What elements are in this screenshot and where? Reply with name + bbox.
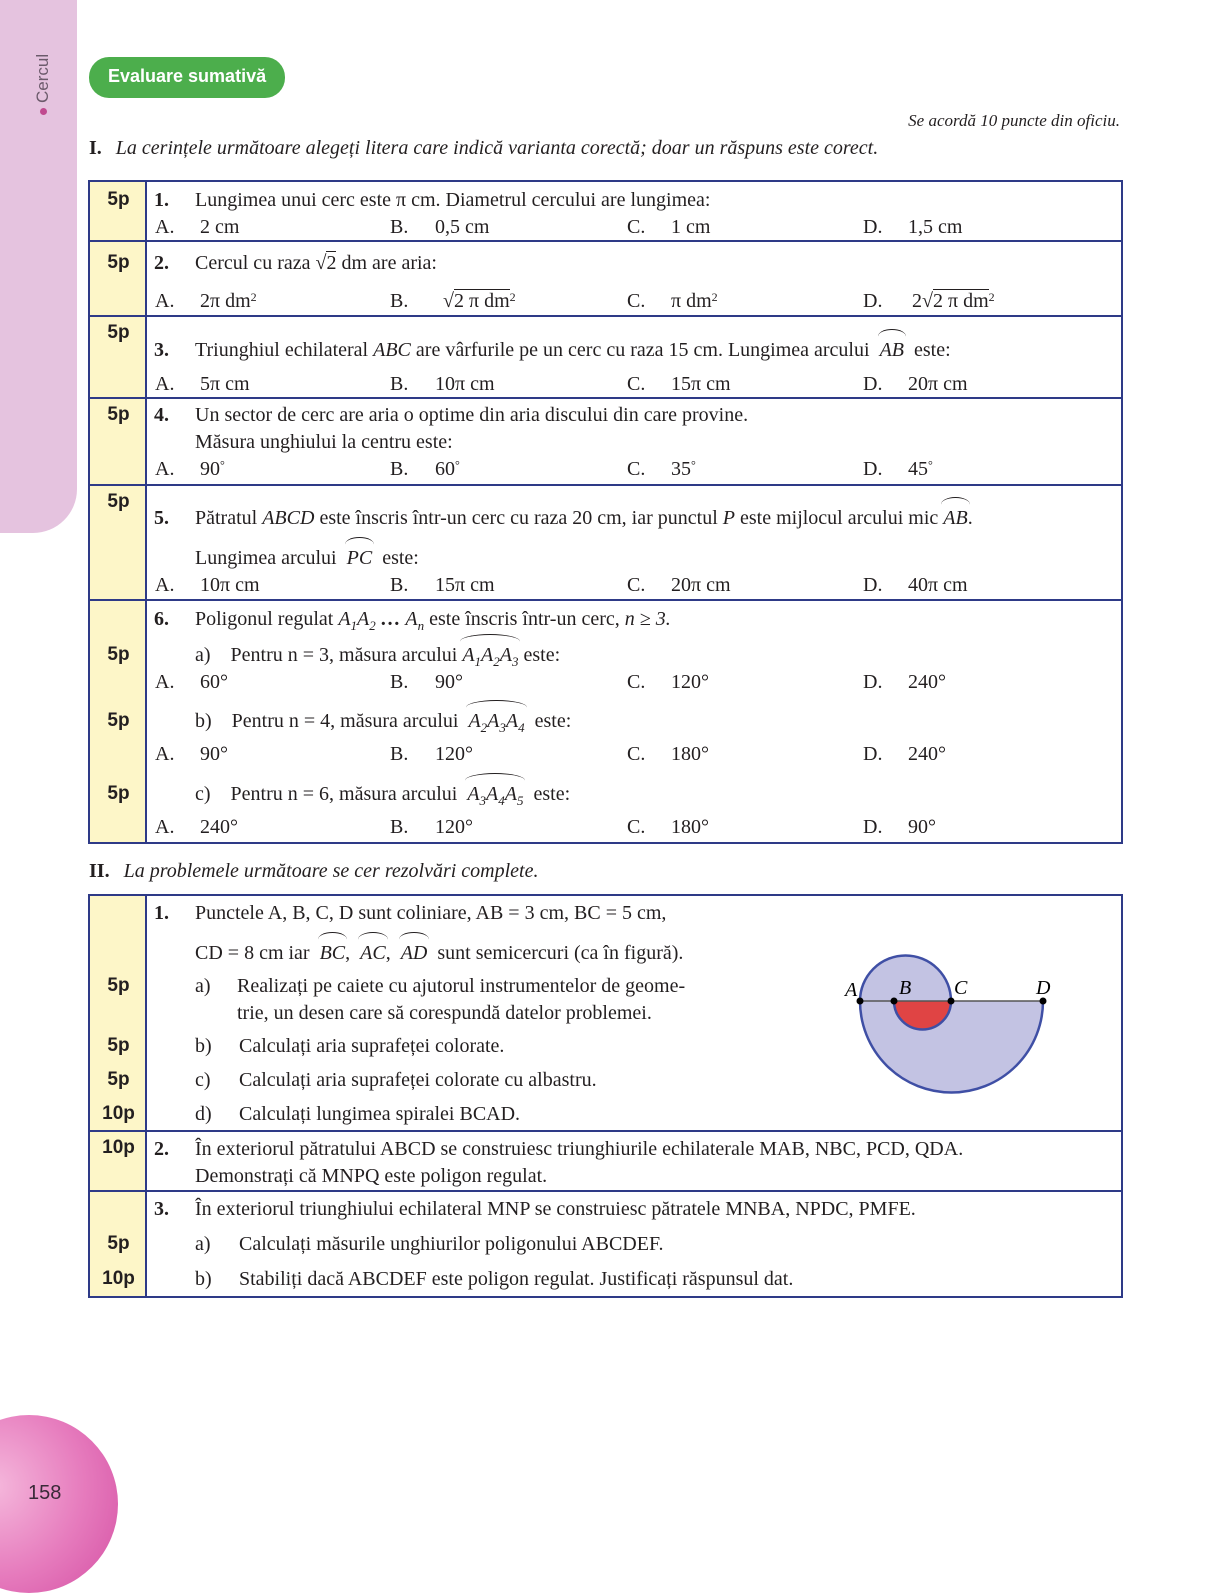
option-value: 240° — [200, 816, 238, 838]
option-value: 40π cm — [908, 574, 968, 596]
problem-text-2: CD = 8 cm iar BC, AC, AD sunt semicercuri (ca în figură). — [195, 942, 684, 964]
option-letter: A. — [155, 816, 175, 838]
degree-sign: ° — [455, 458, 460, 472]
part1-numeral: I. — [89, 137, 102, 159]
option-value: 180° — [671, 743, 709, 765]
option-text: 90 — [200, 458, 220, 480]
degree-sign: ° — [220, 458, 225, 472]
exponent: 2 — [988, 290, 995, 304]
option-letter: A. — [155, 671, 175, 693]
question-text-a: Cercul cu raza — [195, 252, 311, 274]
question-number: 5. — [154, 507, 169, 529]
sub-text: Calculați aria suprafeței colorate. — [239, 1035, 505, 1057]
question-text: Lungimea unui cerc este π cm. Diametrul cercului are lungimea: — [195, 189, 711, 211]
option-letter: B. — [390, 816, 409, 838]
part1-instruction — [89, 137, 878, 160]
option-letter: C. — [627, 816, 646, 838]
option-value: 1,5 cm — [908, 216, 963, 238]
sub-end: este: — [533, 783, 571, 805]
sub-text: Calculați măsurile unghiurilor poligonului ABCDEF. — [239, 1233, 664, 1255]
sub-n: n = 4, măsura arcului — [288, 710, 459, 732]
option-value: 20π cm — [908, 373, 968, 395]
question-text-b: este înscris într-un cerc cu raza 20 cm, iar punctul — [319, 507, 718, 529]
problem-number: 1. — [154, 902, 169, 924]
subquestion-b: b) Pentru n = 4, măsura arcului $A_2A_3A_4$ este: — [195, 709, 571, 740]
option-letter: D. — [863, 816, 883, 838]
large-semicircle — [860, 1001, 1043, 1093]
option-letter: B. — [390, 574, 409, 596]
question-text — [195, 506, 973, 530]
option-value: 2 cm — [200, 216, 240, 238]
option-letter: A. — [155, 290, 175, 312]
question-text: Cercul cu raza √2 dm are aria: — [195, 252, 437, 274]
sub-n: n = 6, măsura arcului — [287, 783, 458, 805]
question-row — [89, 600, 1122, 843]
semicircle-figure — [837, 946, 1067, 1098]
option-letter: C. — [627, 671, 646, 693]
option-letter: D. — [863, 373, 883, 395]
option-letter: B. — [390, 743, 409, 765]
question-row — [89, 398, 1122, 485]
radicand: 2 — [326, 252, 337, 274]
label-a: A — [845, 979, 858, 1001]
problem-row — [89, 1131, 1122, 1191]
option-text: 35 — [671, 458, 691, 480]
question-text-c: este mijlocul arcului mic — [739, 507, 939, 529]
sub-label: a) — [195, 644, 211, 666]
arc-label: AD — [400, 942, 428, 964]
points-label: 5p — [107, 1035, 130, 1056]
sub-n: n = 3, măsura arcului — [287, 644, 458, 666]
option-value — [200, 457, 225, 481]
bullet-icon — [40, 108, 47, 115]
chapter-title: Cercul — [33, 53, 52, 103]
option-value: 10π cm — [200, 574, 260, 596]
option-value: 15π cm — [435, 574, 495, 596]
option-letter: B. — [390, 458, 409, 480]
part2-table — [88, 894, 1123, 1298]
question-number: 6. — [154, 608, 169, 630]
sub-label: b) — [195, 1268, 212, 1290]
option-value: 60° — [200, 671, 228, 693]
option-value: 20π cm — [671, 574, 731, 596]
question-number: 1. — [154, 189, 169, 211]
option-value — [671, 457, 696, 481]
option-text: 2π dm — [200, 290, 251, 312]
option-letter: A. — [155, 216, 175, 238]
option-letter: A. — [155, 743, 175, 765]
points-label: 5p — [107, 252, 130, 273]
points-label: 5p — [107, 783, 130, 804]
problem-text: În exteriorul pătratului ABCD se construiesc triunghiurile echilaterale MAB, NBC, PCD, QDA. — [195, 1138, 964, 1160]
option-letter: C. — [627, 574, 646, 596]
points-label: 10p — [102, 1137, 135, 1158]
option-value — [200, 289, 257, 313]
problem-text: În exteriorul triunghiului echilateral MNP se construiesc pătratele MNBA, NPDC, PMFE. — [195, 1198, 916, 1220]
sub-label: b) — [195, 710, 212, 732]
period: . — [967, 507, 973, 529]
question-row — [89, 181, 1122, 241]
arc-label: BC — [319, 942, 346, 964]
points-label: 5p — [107, 710, 130, 731]
arc-label: AB — [943, 507, 968, 529]
sub-text: Calculați aria suprafeței colorate cu albastru. — [239, 1069, 597, 1091]
question-text-c: este: — [914, 339, 951, 361]
option-letter: A. — [155, 574, 175, 596]
option-value: √2 π $dm^2$ — [443, 290, 516, 312]
sub-text-2: trie, un desen care să corespundă datelor problemei. — [237, 1002, 652, 1024]
question-row — [89, 241, 1122, 316]
option-letter: D. — [863, 743, 883, 765]
part1-text: La cerințele următoare alegeți litera care indică varianta corectă; doar un răspuns este corect. — [115, 137, 879, 159]
option-value: 90° — [435, 671, 463, 693]
label-c: C — [954, 977, 968, 999]
option-letter: C. — [627, 216, 646, 238]
sub-label: c) — [195, 1069, 211, 1091]
points-label: 5p — [107, 491, 130, 512]
question-text-a: Poligonul regulat — [195, 608, 334, 630]
point-name: P — [722, 507, 735, 529]
question-text-2 — [195, 546, 419, 570]
sub-label: c) — [195, 783, 211, 805]
option-letter: C. — [627, 458, 646, 480]
question-text-2: Măsura unghiului la centru este: — [195, 431, 453, 453]
question-number: 2. — [154, 252, 169, 274]
option-value — [908, 457, 933, 481]
question-number: 4. — [154, 404, 169, 426]
question-text-a: Triunghiul echilateral — [195, 339, 369, 361]
option-letter: D. — [863, 216, 883, 238]
option-letter: D. — [863, 290, 883, 312]
option-value: 2√2 π $dm^2$ — [912, 290, 995, 312]
question-text — [195, 338, 951, 362]
sub-end: este: — [534, 710, 572, 732]
option-letter: B. — [390, 671, 409, 693]
question-text-e: este: — [382, 547, 419, 569]
point-b — [891, 998, 898, 1005]
option-value: 240° — [908, 671, 946, 693]
sub-text: Pentru — [230, 644, 283, 666]
points-label: 5p — [107, 189, 130, 210]
part1-table — [88, 180, 1123, 844]
part2-numeral: II. — [89, 860, 110, 882]
problem-text-a: CD = 8 cm iar — [195, 942, 310, 964]
points-label: 10p — [102, 1103, 135, 1124]
part2-text: La problemele următoare se cer rezolvări complete. — [123, 860, 539, 882]
option-value: 15π cm — [671, 373, 731, 395]
problem-text: Punctele A, B, C, D sunt coliniare, AB = 3 cm, BC = 5 cm, — [195, 902, 667, 924]
option-value — [435, 457, 460, 481]
label-d: D — [1036, 977, 1051, 999]
points-label: 5p — [107, 322, 130, 343]
option-letter: A. — [155, 373, 175, 395]
exponent: 2 — [250, 290, 257, 304]
problem-row — [89, 895, 1122, 1131]
question-text-a: Pătratul — [195, 507, 258, 529]
question-text: Un sector de cerc are aria o optime din aria discului din care provine. — [195, 404, 749, 426]
option-value: 120° — [435, 743, 473, 765]
points-label: 5p — [107, 1069, 130, 1090]
option-letter: D. — [863, 574, 883, 596]
problem-text-b: sunt semicercuri (ca în figură). — [437, 942, 684, 964]
points-label: 5p — [107, 975, 130, 996]
option-letter: D. — [863, 458, 883, 480]
option-letter: B. — [390, 290, 409, 312]
triangle-name: ABC — [373, 339, 411, 361]
sub-end: este: — [523, 644, 561, 666]
problem-number: 2. — [154, 1138, 169, 1160]
sub-label: b) — [195, 1035, 212, 1057]
question-text-b: este înscris într-un cerc, — [429, 608, 620, 630]
sub-text: Pentru — [231, 710, 284, 732]
option-coef: 2 — [912, 290, 922, 312]
option-letter: A. — [155, 458, 175, 480]
points-label: 10p — [102, 1268, 135, 1289]
option-value: 5π cm — [200, 373, 250, 395]
exponent: 2 — [711, 290, 718, 304]
sub-text: Realizați pe caiete cu ajutorul instrumentelor de geome- — [237, 975, 686, 997]
point-a — [857, 998, 864, 1005]
question-number: 3. — [154, 339, 169, 361]
option-letter: C. — [627, 373, 646, 395]
arc-label: AC — [360, 942, 386, 964]
question-text: Poligonul regulat $A_1A_2$ … $A_n$ este înscris într-un cerc, n ≥ 3. — [195, 608, 671, 633]
option-letter: B. — [390, 216, 409, 238]
option-value: 180° — [671, 816, 709, 838]
question-text-d: Lungimea arcului — [195, 547, 337, 569]
option-letter: B. — [390, 373, 409, 395]
section-badge: Evaluare sumativă — [89, 57, 285, 98]
question-row — [89, 316, 1122, 398]
subquestion-c: c) Pentru n = 6, măsura arcului $A_3A_4A_5$ este: — [195, 782, 570, 813]
sub-text: Pentru — [230, 783, 283, 805]
option-value: 0,5 cm — [435, 216, 490, 238]
points-label: 5p — [107, 1233, 130, 1254]
degree-sign: ° — [691, 458, 696, 472]
sub-text: Calculați lungimea spiralei BCAD. — [239, 1103, 521, 1125]
condition: n ≥ 3. — [624, 608, 671, 630]
option-text: π dm — [671, 290, 712, 312]
question-text-b: dm are aria: — [341, 252, 437, 274]
option-text: 2 π dm — [932, 290, 989, 312]
problem-number: 3. — [154, 1198, 169, 1220]
option-value: 90° — [200, 743, 228, 765]
arc-label: PC — [346, 547, 373, 569]
chapter-label — [33, 54, 53, 115]
exponent: 2 — [509, 290, 516, 304]
subquestion-a: a) Pentru n = 3, măsura arcului $A_1A_2A_3$ este: — [195, 643, 560, 674]
option-value: 1 cm — [671, 216, 711, 238]
option-value — [671, 289, 718, 313]
option-text: 45 — [908, 458, 928, 480]
option-value: 10π cm — [435, 373, 495, 395]
points-label: 5p — [107, 644, 130, 665]
option-value: 240° — [908, 743, 946, 765]
part2-instruction — [89, 860, 539, 883]
square-name: ABCD — [262, 507, 315, 529]
sub-label: a) — [195, 975, 211, 997]
option-value: 90° — [908, 816, 936, 838]
sub-label: d) — [195, 1103, 212, 1125]
problem-text-2: Demonstrați că MNPQ este poligon regulat. — [195, 1165, 548, 1187]
points-note: Se acordă 10 puncte din oficiu. — [908, 111, 1120, 130]
option-value: 120° — [435, 816, 473, 838]
degree-sign: ° — [928, 458, 933, 472]
option-letter: C. — [627, 743, 646, 765]
option-text: 60 — [435, 458, 455, 480]
label-b: B — [899, 977, 912, 999]
page-number: 158 — [28, 1482, 62, 1504]
option-letter: D. — [863, 671, 883, 693]
question-row — [89, 485, 1122, 600]
problem-row — [89, 1191, 1122, 1297]
question-text-b: are vârfurile pe un cerc cu raza 15 cm. Lungimea arcului — [415, 339, 870, 361]
points-label: 5p — [107, 404, 130, 425]
option-text: 2 π dm — [453, 290, 510, 312]
sub-text: Stabiliți dacă ABCDEF este poligon regulat. Justificați răspunsul dat. — [239, 1268, 794, 1290]
sub-label: a) — [195, 1233, 211, 1255]
option-value: 120° — [671, 671, 709, 693]
option-letter: C. — [627, 290, 646, 312]
arc-label: AB — [879, 339, 904, 361]
